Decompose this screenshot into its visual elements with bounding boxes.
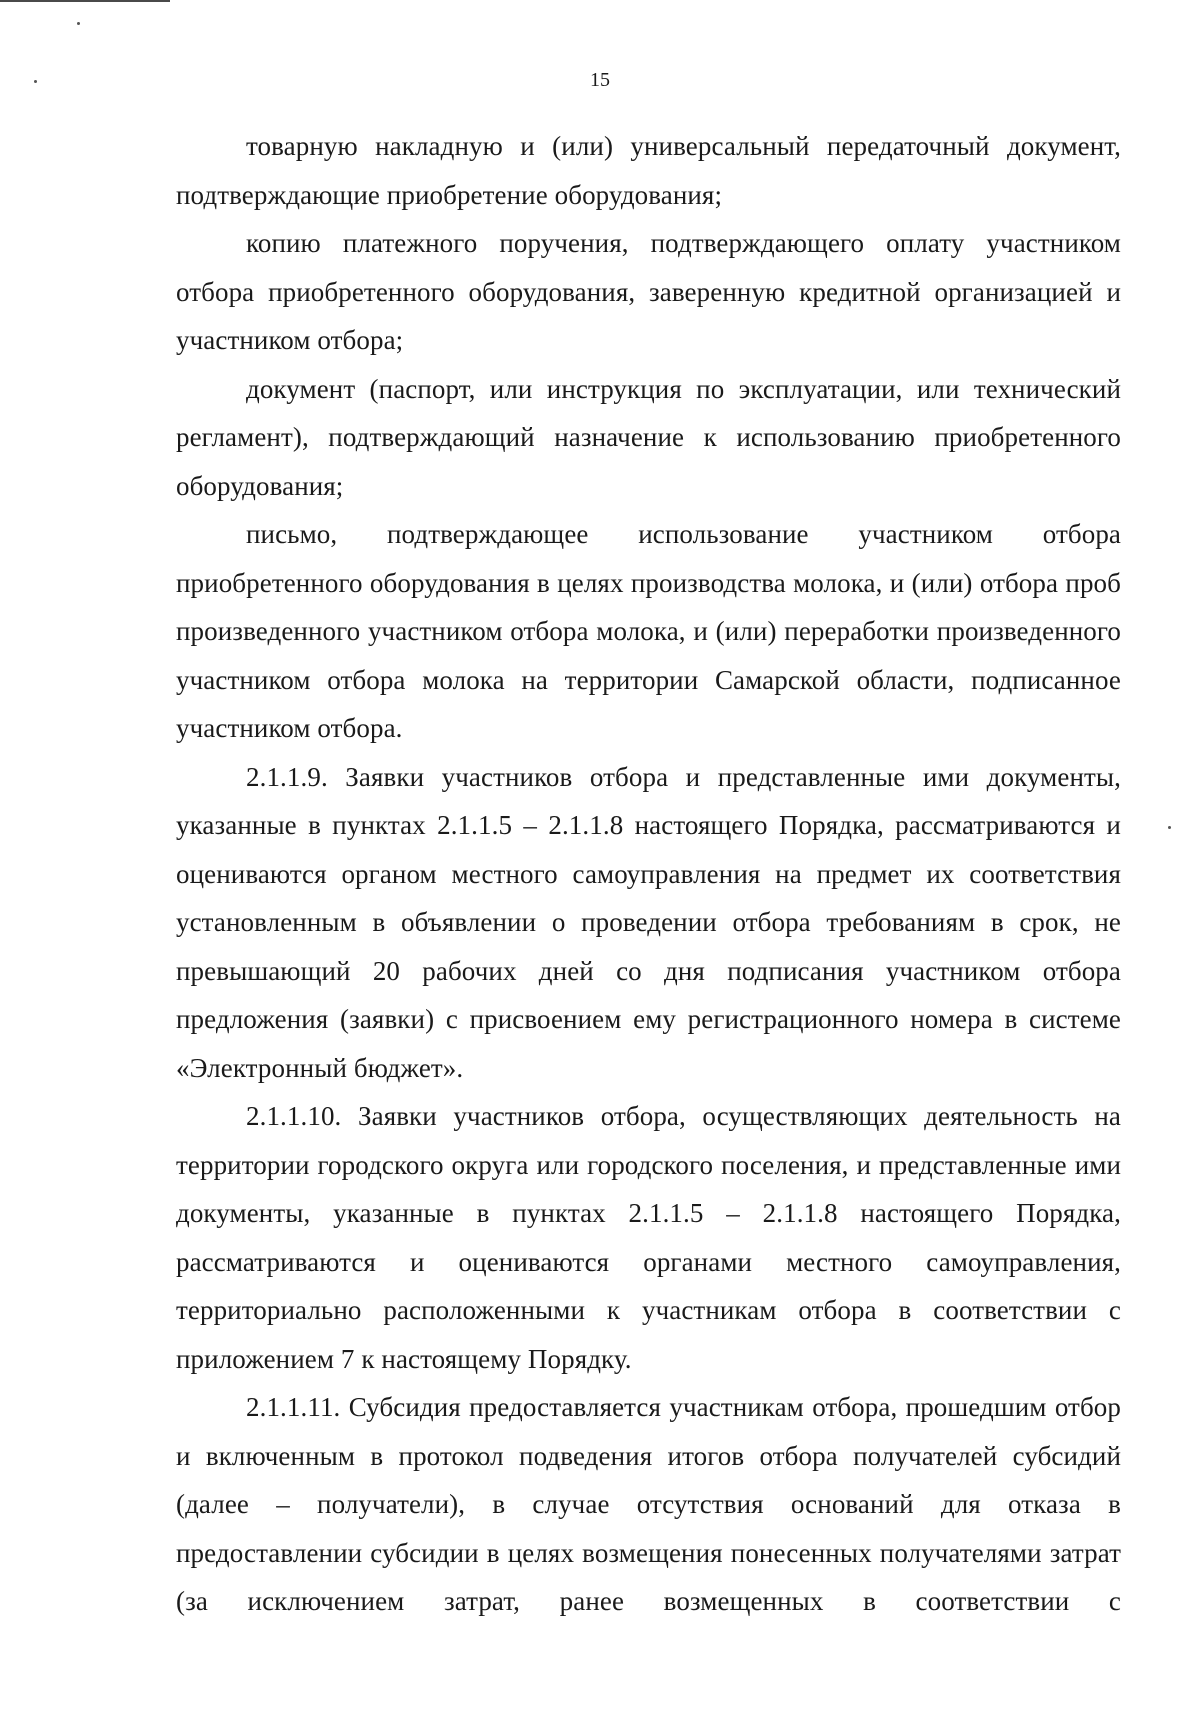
scan-speck xyxy=(1168,826,1171,829)
paragraph-2-1-1-11: 2.1.1.11. Субсидия предоставляется участникам отбора, прошедшим отбор и включенным в протокол подведения итогов отбора получателей субсидий (далее – получатели), в случае отсутствия оснований для отказа в предоставлении субсидии в целях возмещения понесенных получателями затрат (за исключением затрат, ранее возмещенных в соответствии с xyxy=(176,1392,1121,1616)
paragraph-2-1-1-9: 2.1.1.9. Заявки участников отбора и представленные ими документы, указанные в пунктах 2.1.1.5 – 2.1.1.8 настоящего Порядка, рассматриваются и оцениваются органом местного самоуправления на предмет их соответствия установленным в объявлении о проведении отбора требованиям в срок, не превышающий 20 рабочих дней со дня подписания участником отбора предложения (заявки) с присвоением ему регистрационного номера в системе «Электронный бюджет». xyxy=(176,761,1121,1083)
page-number: 15 xyxy=(590,69,610,91)
document-body xyxy=(176,122,1121,1626)
paragraph-2-1-1-10: 2.1.1.10. Заявки участников отбора, осуществляющих деятельность на территории городского округа или городского поселения, и представленные ими документы, указанные в пунктах 2.1.1.5 – 2.1.1.8 настоящего Порядка, рассматриваются и оцениваются органами местного самоуправления, территориально расположенными к участникам отбора в соответствии с приложением 7 к настоящему Порядку. xyxy=(176,1101,1121,1374)
paragraph-equipment-document: документ (паспорт, или инструкция по эксплуатации, или технический регламент), подтверждающий назначение к использованию приобретенного оборудования; xyxy=(176,373,1121,501)
paragraph-payment-order: копию платежного поручения, подтверждающего оплату участником отбора приобретенного оборудования, заверенную кредитной организацией и участником отбора; xyxy=(176,228,1121,355)
scan-edge-mark xyxy=(0,0,170,2)
scan-speck xyxy=(77,22,80,25)
paragraph-letter: письмо, подтверждающее использование участником отбора приобретенного оборудования в целях производства молока, и (или) отбора проб произведенного участником отбора молока, и (или) переработки произведенного участником отбора молока на территории Самарской области, подписанное участником отбора. xyxy=(176,519,1121,743)
paragraph-invoice: товарную накладную и (или) универсальный передаточный документ, подтверждающие приобретение оборудования; xyxy=(176,131,1121,210)
